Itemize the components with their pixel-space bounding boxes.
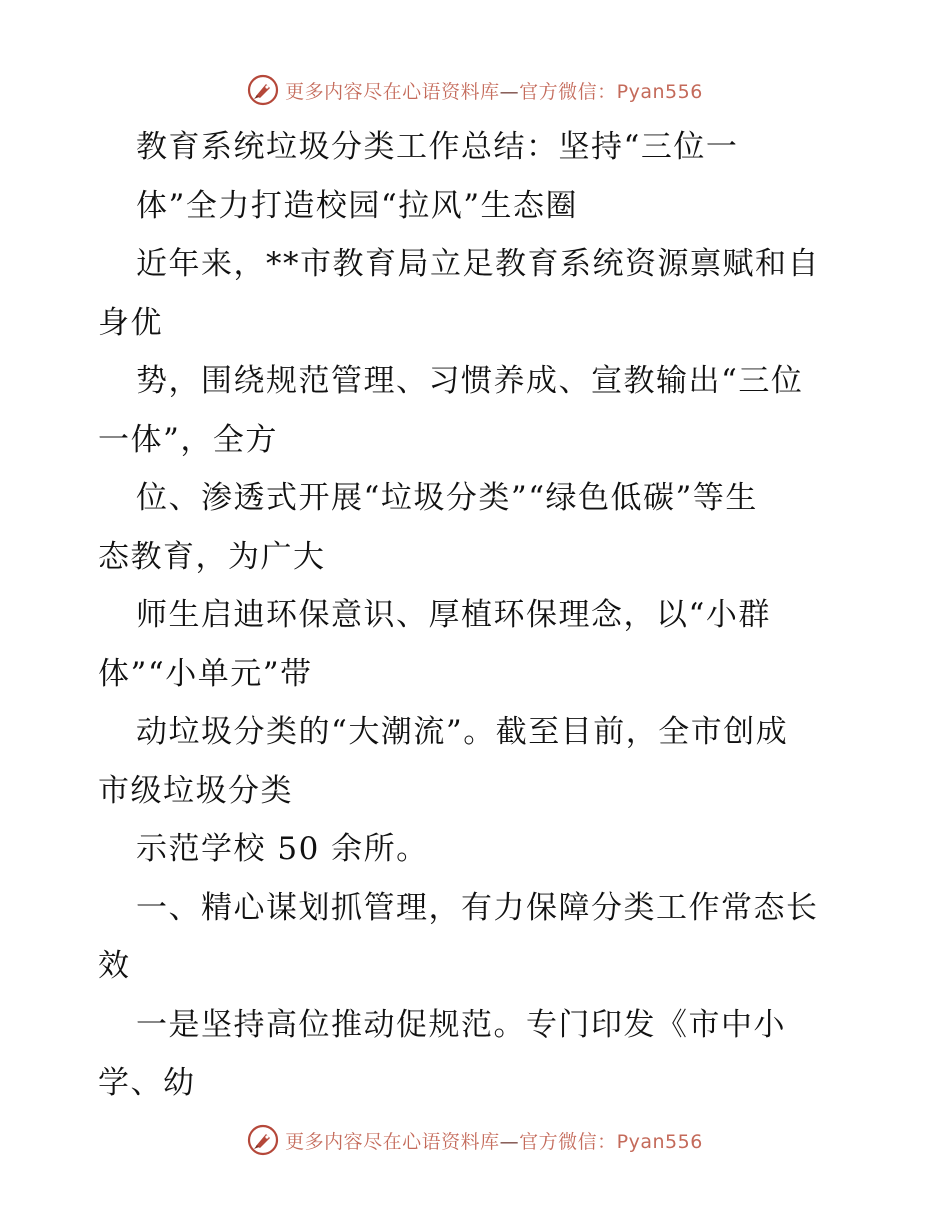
text-line: 位、渗透式开展“垃圾分类”“绿色低碳”等生: [136, 480, 758, 516]
text-line: 效: [98, 948, 131, 984]
footer-watermark: [0, 1120, 950, 1160]
text-line: 动垃圾分类的“大潮流”。截至目前，全市创成: [136, 714, 789, 750]
text-line: 一是坚持高位推动促规范。专门印发《市中小: [136, 1006, 786, 1043]
watermark-separator: —: [499, 1130, 520, 1153]
pen-nib-logo-icon: [247, 1124, 279, 1156]
text-line: 教育系统垃圾分类工作总结：坚持“三位一: [136, 129, 739, 165]
text-line: 示范学校 50 余所。: [136, 831, 429, 867]
text-line: 一、精心谋划抓管理，有力保障分类工作常态长: [136, 889, 819, 926]
text-line: 市级垃圾分类: [98, 772, 293, 809]
text-line: 势，围绕规范管理、习惯养成、宣教输出“三位: [136, 363, 804, 399]
text-line: 态教育，为广大: [98, 538, 326, 575]
watermark-contact: 官方微信：Pyan556: [519, 80, 703, 103]
pen-nib-logo-icon: [247, 74, 279, 106]
watermark-text: [285, 77, 703, 104]
watermark-brand: 更多内容尽在心语资料库: [285, 1130, 500, 1153]
document-body: [98, 118, 858, 1113]
header-watermark: [0, 70, 950, 110]
text-line: 身优: [98, 304, 163, 341]
text-line: 体”“小单元”带: [98, 655, 313, 692]
watermark-separator: —: [499, 80, 520, 103]
text-line: 师生启迪环保意识、厚植环保理念，以“小群: [136, 597, 771, 633]
text-line: 近年来，**市教育局立足教育系统资源禀赋和自: [136, 246, 820, 282]
text-line: 一体”，全方: [98, 421, 278, 458]
text-line: 学、幼: [98, 1065, 196, 1101]
text-line: 体”全力打造校园“拉风”生态圈: [136, 187, 579, 224]
watermark-contact: 官方微信：Pyan556: [519, 1130, 703, 1153]
watermark-brand: 更多内容尽在心语资料库: [285, 80, 500, 103]
watermark-text: [285, 1127, 703, 1154]
